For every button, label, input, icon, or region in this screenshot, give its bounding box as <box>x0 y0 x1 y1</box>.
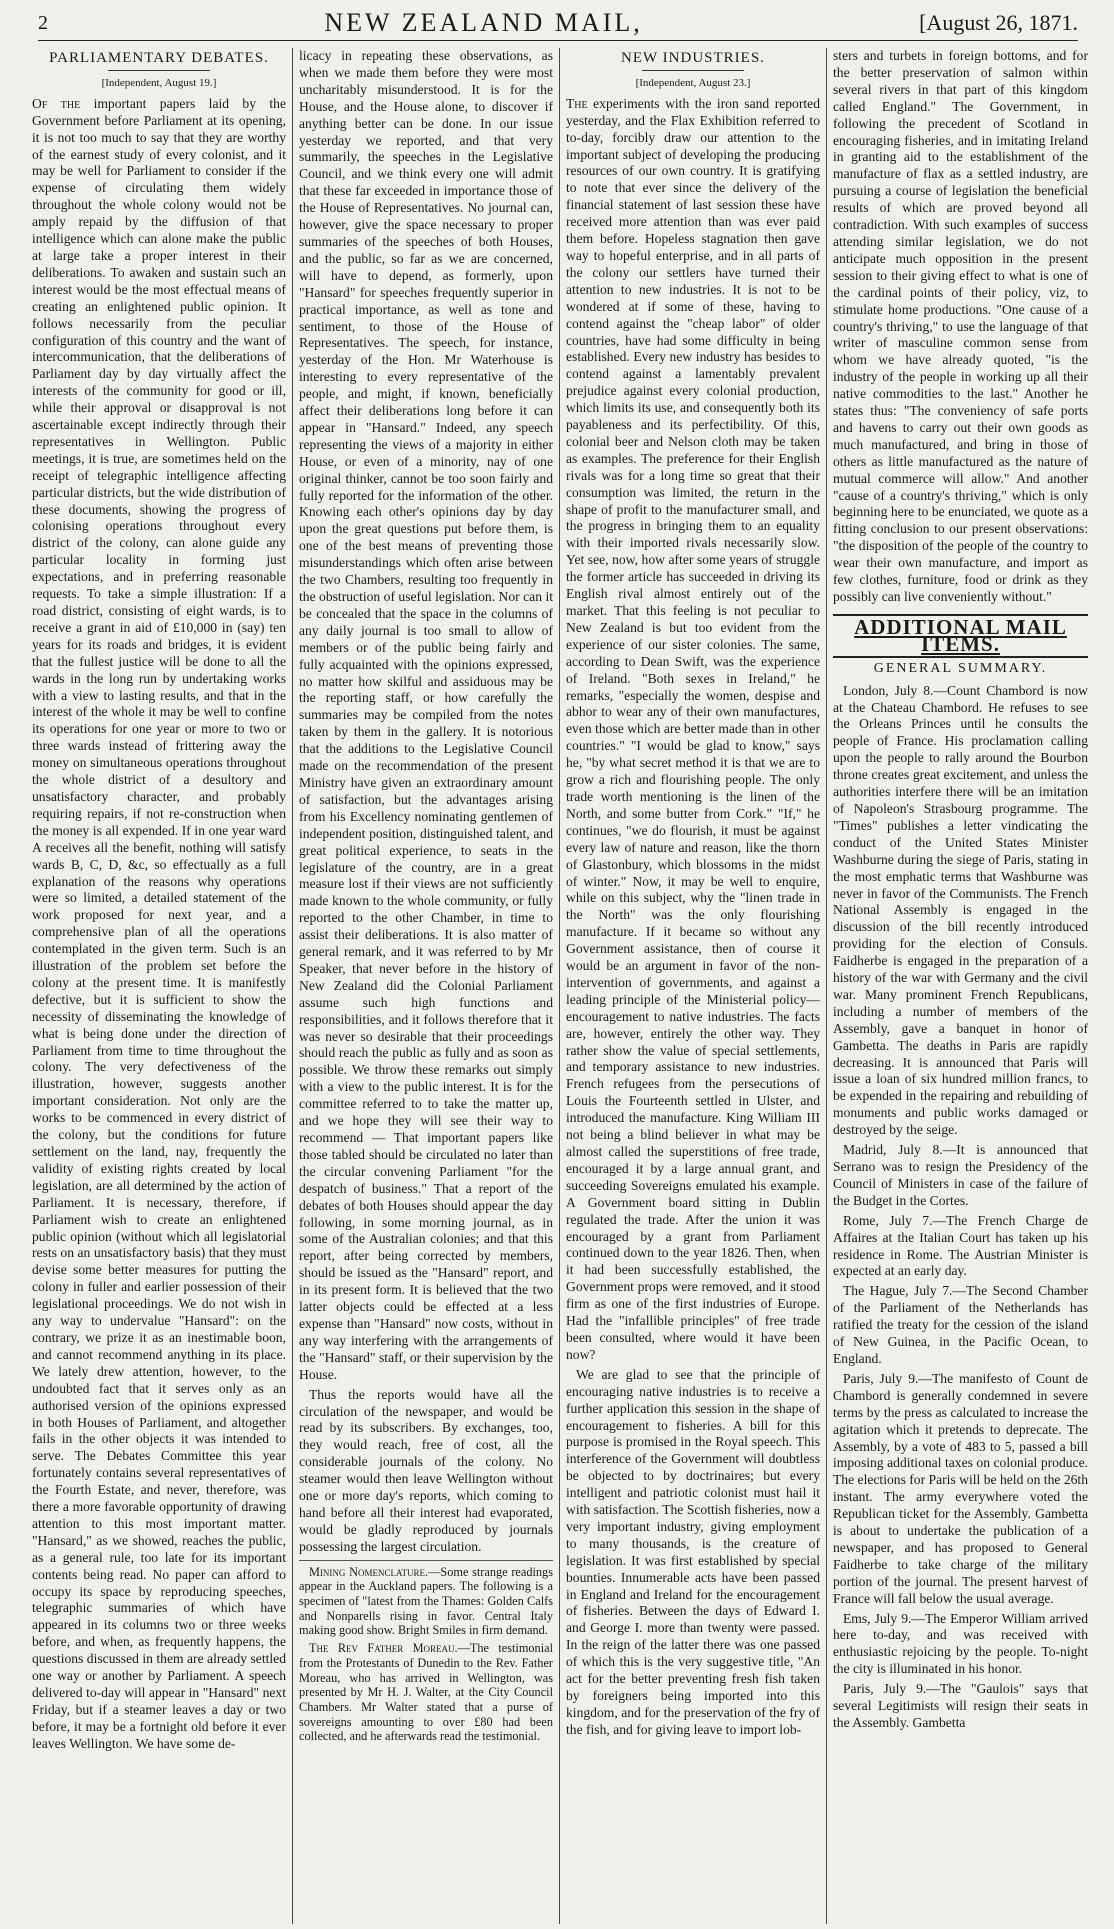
industries-heading: NEW INDUSTRIES. <box>621 50 765 66</box>
issue-date: [August 26, 1871. <box>919 10 1078 35</box>
lead-words: The <box>566 95 588 111</box>
mail-item: Ems, July 9.—The Emperor William arrived here to-day, and was received with enthusiastic rejoicing by the people. To-night the city is illuminated in his honor. <box>833 1610 1088 1677</box>
mining-title: Mining Nomenclature. <box>309 1564 429 1579</box>
newspaper-title: NEW ZEALAND MAIL, <box>324 8 643 37</box>
column-2 <box>293 48 560 1924</box>
industries-paragraph-1 <box>566 96 820 1364</box>
mail-item: Madrid, July 8.—It is announced that Serrano was to resign the Presidency of the Council of Ministers in case of the failure of the Budget in the Cortes. <box>833 1142 1088 1208</box>
column-3 <box>560 48 827 1924</box>
heading-rule <box>642 70 744 71</box>
paragraph-text: important papers laid by the Government before Parliament at its opening, it is not too much to say that they are worthy of the earnest study of every colonist, and it may be well for Parliament to consider if the expense of circulating them widely throughout the whole colony would not be amply repaid by the diffusion of that intelligence which can alone make the public at large take a proper interest in their deliberations. To awaken and sustain such an interest would be the most effectual means of creating an enlightened public opinion. It follows necessarily from the peculiar configuration of this country and the want of intercommunication, that the deliberations of Parliament day by day virtually affect the interests of the community for good or ill, while their approval or disapproval is not ascertainable except indirectly through their representatives in Wellington. Public meetings, it is true, are sometimes held on the receipt of telegraphic intelligence affecting particular districts, but the wide distribution of these documents, showing the progress of colonising operations throughout every district of the colony, can alone guide any particular locality in forming just expectations, and in preferring reasonable requests. To take a simple illustration: If a road district, consisting of eight wards, is to receive a grant in aid of £10,000 in (say) ten years for its roads and bridges, it is evident that the fullest justice will be done to all the wards in the long run by undertaking works with a view to lasting results, and that in the interest of the whole it may be well to confine its operations for one year or more to two or three wards instead of frittering away the money on simultaneous operations throughout the whole district of a desultory and unsatisfactory character, and probably requiring repairs, if not re-construction when the money is all expended. If in one year ward A receives all the benefit, nothing will satisfy wards B, C, D, &c, so effectually as a full explanation of the reasons why operations were so limited, a detailed statement of the work proposed for next year, and a comprehensive plan of all the operations contemplated in the given term. Such is an illustration of the problem set before the colony at the present time. It is manifestly defective, but it is sufficient to show the necessity of disseminating the knowledge of what is being done under the direction of Parliament from time to time throughout the colony. The very defectiveness of the illustration, however, suggests another important consideration. Not only are the works to be commenced in every district of the colony, but the conditions for future settlement on the land, nay, frequently the validity of existing rights created by local legislation, are all determined by the action of Parliament. It is necessary, therefore, if Parliament wish to create an enlightened public opinion (without which all legislatorial rests on an unsatisfactory basis) that they must devise some better measures for putting the colony in fuller and earlier possession of their legislational proceedings. We do not wish in any way to undervalue "Hansard": on the contrary, we prize it as an inestimable boon, and cannot recommend anything in its place. We lately drew attention, however, to the undoubted fact that it serves only as an authorised version of the opinions expressed in both Houses of Parliament, and altogether fails in the other objects it was intended to serve. The Debates Committee this year fortunately contains several representatives of the Fourth Estate, and never, therefore, was there a more favorable opportunity of drawing attention to this most important matter. "Hansard," as we showed, reaches the public, as a general rule, too late for its important contents being read. No paper can afford to occupy its space by reproducing speeches, telegraphic summaries of which have appeared in its columns two or three weeks before, and when, as frequently happens, the questions discussed in them are already settled one way or another by Parliament. A speech delivered to-day will appear in "Hansard" next Friday, but if a steamer leaves a day or two before, it may be a fortnight old before it ever leaves Wellington. We have some de- <box>32 95 286 1751</box>
mail-item: Paris, July 9.—The manifesto of Count de Chambord is generally condemned in severe terms by the press as calculated to increase the agitation which it pretends to deprecate. The Assembly, by a vote of 483 to 5, passed a bill imposing additional taxes on colonial produce. The elections for Paris will be held on the 26th instant. The army everywhere voted the Republican ticket for the Assembly. Gambetta is about to undertake the publication of a newspaper, and has proposed to General Faidherbe to take charge of the military portion of the journal. The present harvest of France will fall below the usual average. <box>833 1370 1088 1606</box>
mail-item: Rome, July 7.—The French Charge de Affaires at the Italian Court has taken up his residence in Rome. The Austrian Minister is expected at an early day. <box>833 1212 1088 1279</box>
mail-item: Paris, July 9.—The "Gaulois" says that several Legitimists will resign their seats in the Assembly. Gambetta <box>833 1681 1088 1730</box>
parliamentary-heading: PARLIAMENTARY DEBATES. <box>49 50 269 66</box>
masthead <box>38 6 1078 41</box>
industries-paragraph-3: sters and turbets in foreign bottoms, and for the better preservation of salmon within several rivers in that part of this kingdom called England." The Government, in following the precedent of Scotland in encouraging fisheries, and in imitating Ireland in granting aid to the establishment of the manufacture of flax as a settled industry, are pursuing a course of legislation the beneficial results of which are proved beyond all contradiction. With such examples of success attending similar legislation, we do not anticipate much opposition in the present session to their giving effect to what is one of the cardinal points of their policy, viz, to stimulate home productions. "One cause of a country's thriving," to use the language of that writer of masculine common sense from whom we have already quoted, "is the industry of the people in working up all their native commodities to the last." Another he states thus: "The conveniency of safe ports and havens to carry out their own goods as much manufactured, and bring in those of others as little manufactured as the nature of mutual commerce will allow." And another "cause of a country's thriving," which is only beginning here to be enunciated, we quote as a fitting conclusion to our present observations: "the disposition of the people of the country to wear their own manufacture, and import as few clothes, furniture, food or drink as they possibly can live conveniently without." <box>833 48 1088 604</box>
paragraph-text: experiments with the iron sand reported yesterday, and the Flax Exhibition referred to to-day, forcibly draw our attention to the important subject of developing the producing resources of our own country. It is gratifying to note that ever since the delivery of the financial statement of last session these have received more attention than was ever paid them before. Hopeless stagnation then gave way to hopeful enterprise, and in all parts of the colony our settlers have turned their attention to new industries. It is not to be wondered at if some of these, having to contend against the "cheap labor" of older countries, have had some difficulty in being established. Every new industry has besides to contend against a lamentably prevalent prejudice against every colonial production, which limits its use, and consequently both its payableness and its perfectibility. Of this, colonial beer and Nelson cloth may be taken as examples. The preference for their English rivals was for a long time so great that their consumption was limited, the return in the shape of profit to the manufacturer small, and the progress in bringing them to an equality with their imported rivals necessarily slow. Yet see, now, how after some years of struggle the former article has succeeded in driving its English rival almost entirely out of the market. That this feeling is not peculiar to New Zealand is but too evident from the experience of our sister colonies. The same, according to Dean Swift, was the experience of Ireland. "Both sexes in Ireland," he remarks, "especially the women, despise and abhor to wear any of their own manufactures, even those which are better made than in other countries." "I would be glad to know," says he, "by what secret method it is that we are to grow a rich and flourishing people. The only trade worth mentioning is the linen of the North, and some butter from Cork." "If," he continues, "we do flourish, it must be against every law of nature and reason, like the thorn of Glastonbury, which blossoms in the midst of winter." Now, it may be well to enquire, while on this subject, why the "linen trade in the North" was the only flourishing manufacture. If it became so without any Government assistance, then of course it would be an argument in favor of the non-intervention of governments, and against a leading principle of the Ministerial policy—encouragement to native industries. The facts are, however, entirely the other way. They rather show the value of special settlements, and temporary assistance to new industries. French refugees from the persecutions of Louis the Fourteenth settled in Ulster, and introduced the manufacture. King William III not being a blind believer in what may be almost called the superstitions of free trade, encouraged it by a large annual grant, and succeeding Sovereigns emulated his example. A Government board sitting in Dublin regulated the trade. After the union it was encouraged by a grant from Parliament continued down to the year 1826. Then, when it had been successfully established, the Government props were removed, and it stood firm as one of the first industries of Europe. Had the "infallible principles" of free trade been consulted, where would it have been now? <box>566 95 820 1362</box>
column-1 <box>26 48 293 1924</box>
mining-item <box>299 1565 553 1639</box>
mail-item: London, July 8.—Count Chambord is now at the Chateau Chambord. He refuses to see the Orleans Princes until he consults the people of France. His proclamation calling upon the people to rally around the Bourbon throne creates great excitement, and unless the authorities interfere there will be an imitation of Napoleon's Strasbourg programme. The "Times" publishes a letter vindicating the conduct of the United States Minister Washburne during the siege of Paris, stating in the most emphatic terms that Washburne was never in favor of the Communists. The French National Assembly is engaged in the discussion of the bill recently introduced providing for the election of Consuls. Faidherbe is engaged in the preparation of a history of the war with Germany and the civil war. Many prominent French Republicans, including a number of members of the Assembly, gave a banquet in honor of Gambetta. The deaths in Paris are rapidly decreasing. It is announced that Paris will issue a loan of six hundred million francs, to be expended in the repairing and rebuilding of monuments and public works damaged or destroyed by the seige. <box>833 682 1088 1138</box>
heading-rule <box>108 70 210 71</box>
mail-item: The Hague, July 7.—The Second Chamber of the Parliament of the Netherlands has ratified the treaty for the cession of the island of New Guinea, in the Pacific Ocean, to England. <box>833 1283 1088 1366</box>
general-summary-heading: GENERAL SUMMARY. <box>873 660 1048 676</box>
parliamentary-paragraph-1 <box>32 96 286 1753</box>
industries-paragraph-2: We are glad to see that the principle of encouraging native industries is to receive a further application this session in the shape of encouragement to fisheries. A bill for this purpose is promised in the Royal speech. This interference of the Government will doubtless be objected to by doctrinaires; but every intelligent and patriotic colonist must hail it with satisfaction. The Scottish fisheries, now a very important industry, giving employment to many thousands, is the creature of legislation. It was first established by special bounties. Innumerable acts have been passed in England and Ireland for the encouragement of fisheries. Between the days of Edward I. and George I. more than twenty were passed. In the reign of the latter there was one passed of which this is the very suggestive title, "An act for the better preventing fresh fish taken by foreigners being imported into this kingdom, and for the preservation of the fry of the fish, and for giving leave to import lob- <box>566 1366 820 1737</box>
mail-items-heading: ADDITIONAL MAIL ITEMS. <box>833 614 1088 658</box>
moreau-title: The Rev Father Moreau. <box>309 1641 458 1656</box>
moreau-text: —The testimonial from the Protestants of Dunedin to the Rev. Father Moreau, who has arrived in Wellington, was presented by Mr H. J. Walter, at the City Council Chambers. Mr Walter stated that a purse of sovereigns amounting to over £80 had been collected, and he afterwards read the testimonial. <box>299 1641 553 1744</box>
mining-text: —Some strange readings appear in the Auckland papers. The following is a specimen of "latest from the Thames: Golden Calfs and Nonparells rising in favor. Central Italy making good show. Bright Smiles in firm demand. <box>299 1564 553 1638</box>
columns <box>26 48 1096 1924</box>
moreau-item <box>299 1641 553 1744</box>
page-number: 2 <box>38 11 48 34</box>
parliamentary-dateline: [Independent, August 19.] <box>101 76 217 89</box>
parliamentary-paragraph-2: licacy in repeating these observations, as when we made them before they were most uncharitably misunderstood. It is for the House, and the House alone, to discover if anything better can be done. In our issue yesterday we reported, and that very summarily, the speeches in the Legislative Council, and we think every one will admit that these far exceeded in importance those of the House of Representatives. No journal can, however, give the space necessary to proper summaries of the speeches of both Houses, and the public, so far as we are concerned, will have to depend, as formerly, upon "Hansard" for speeches frequently superior in practical importance, as well as tone and sentiment, to those of the House of Representatives. The speech, for instance, yesterday of the Hon. Mr Waterhouse is interesting to every representative of the people, and might, if known, beneficially affect their deliberations long before it can appear in "Hansard." Indeed, any speech representing the views of a majority in either House, or even of a minority, nay of one original thinker, cannot be too soon fairly and fully reported for the information of the other. Knowing each other's opinions day by day upon the great questions put before them, is one of the best means of preventing those misunderstandings which often arise between the two Chambers, resulting too frequently in the obstruction of useful legislation. Nor can it be concealed that the space in the columns of any daily journal is too small to allow of members or of the public being fairly and fully acquainted with the opinions expressed, no matter how skilful and assiduous may be the reporting staff, or how carefully the summaries may be compiled from the notes taken by them in the gallery. It is notorious that the additions to the Legislative Council made on the recommendation of the present Ministry have given an extraordinary amount of satisfaction, but the advantages arising from his Excellency nominating gentlemen of independent position, distinguished talent, and great political experience, to seats in the legislature of the country, are in a great measure lost if their views are not sufficiently made known to the whole community, or fully reported to the other Chamber, in time to assist their deliberations. It is also matter of general remark, and it was referred to by Mr Speaker, that never before in the history of New Zealand did the Colonial Parliament assume such high functions and responsibilities, and it follows therefore that it was never so desirable that their proceedings should reach the public as fully and as soon as possible. We throw these remarks out simply with a view to the public interest. It is for the committee referred to to take the matter up, and we hope they will see their way to recommend — That important papers like those tabled should be circulated no later than the circular convening Parliament "for the despatch of business." That a report of the debates of both Houses should appear the day following, in some morning journal, as in some of the Australian colonies; and that this report, after being corrected by members, should be issued as the "Hansard" report, and in its present form. It is believed that the two latter objects could be effected at a less expense than "Hansard" now costs, without in any way interfering with the arrangements of the "Hansard" staff, or their supervision by the House. <box>299 48 553 1382</box>
parliamentary-paragraph-3: Thus the reports would have all the circulation of the newspaper, and would be read by its subscribers. By exchanges, too, they would reach, free of cost, all the considerable journals of the colony. No steamer would then leave Wellington without one or more day's reports, which coming to hand before all their interest had evaporated, would be gladly reproduced by journals possessing the largest circulation. <box>299 1386 553 1554</box>
column-4 <box>827 48 1094 1924</box>
industries-dateline: [Independent, August 23.] <box>635 76 751 89</box>
lead-words: Of the <box>32 95 81 111</box>
divider <box>299 1560 553 1561</box>
